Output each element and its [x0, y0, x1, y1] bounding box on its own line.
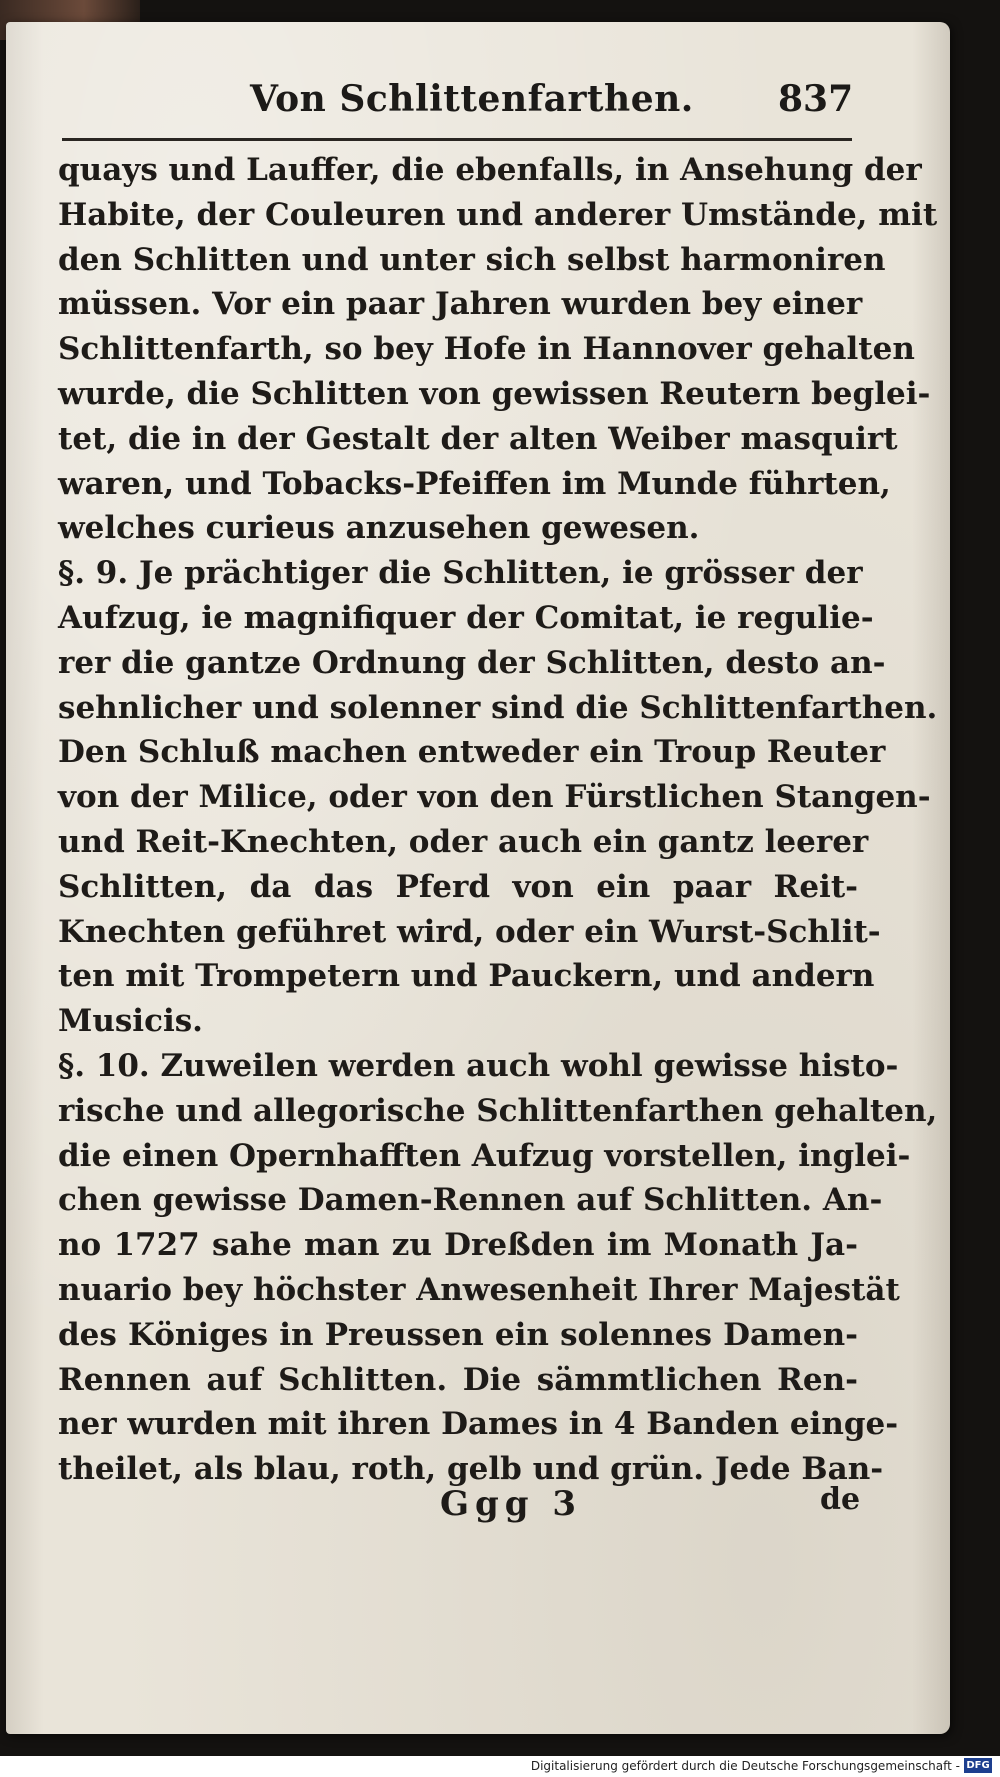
text-line: wurde, die Schlitten von gewissen Reutern beglei- — [58, 375, 931, 412]
text-line: Schlitten, da das Pferd von ein paar Reit- — [58, 868, 858, 905]
text-line: rer die gantze Ordnung der Schlitten, desto an- — [58, 644, 886, 681]
text-line: Aufzug, ie magnifiquer der Comitat, ie regulie- — [58, 599, 874, 636]
text-line: Schlittenfarth, so bey Hofe in Hannover gehalten — [58, 331, 915, 368]
text-line: §. 10. Zuweilen werden auch wohl gewisse histo- — [58, 1047, 899, 1084]
text-line: von der Milice, oder von den Fürstlichen Stangen- — [58, 779, 931, 816]
text-line: Musicis. — [58, 1003, 203, 1040]
text-line: Habite, der Couleuren und anderer Umstände, mit — [58, 196, 938, 233]
text-line: und Reit-Knechten, oder auch ein gantz leerer — [58, 823, 869, 860]
text-line: ten mit Trompetern und Pauckern, und andern — [58, 958, 875, 995]
body-text — [58, 148, 938, 1492]
text-line: no 1727 sahe man zu Dreßden im Monath Ja- — [58, 1227, 858, 1264]
header-rule — [62, 138, 852, 141]
text-line: tet, die in der Gestalt der alten Weiber masquirt — [58, 420, 898, 457]
text-line: Rennen auf Schlitten. Die sämmtlichen Ren- — [58, 1361, 858, 1398]
running-head: Von Schlittenfarthen. — [250, 78, 694, 120]
text-line: des Königes in Preussen ein solennes Damen- — [58, 1316, 858, 1353]
text-line: müssen. Vor ein paar Jahren wurden bey einer — [58, 286, 863, 323]
funding-credit: Digitalisierung gefördert durch die Deutsche Forschungsgemeinschaft - — [530, 1759, 960, 1773]
text-line: rische und allegorische Schlittenfarthen gehalten, — [58, 1092, 938, 1129]
text-line: Knechten geführet wird, oder ein Wurst-Schlit- — [58, 913, 881, 950]
text-line: §. 9. Je prächtiger die Schlitten, ie grösser der — [58, 555, 863, 592]
page-number: 837 — [778, 78, 854, 120]
text-line: quays und Lauffer, die ebenfalls, in Ansehung der — [58, 152, 922, 188]
dfg-logo[interactable]: DFG — [964, 1758, 992, 1773]
signature-mark: Ggg 3 — [440, 1484, 583, 1524]
text-line: welches curieus anzusehen gewesen. — [58, 510, 700, 547]
text-line: den Schlitten und unter sich selbst harmoniren — [58, 241, 886, 278]
text-line: ner wurden mit ihren Dames in 4 Banden einge- — [58, 1406, 899, 1443]
text-line: waren, und Tobacks-Pfeiffen im Munde führten, — [58, 465, 891, 502]
text-line: theilet, als blau, roth, gelb und grün. Jede Ban- — [58, 1451, 884, 1488]
catchword: de — [820, 1482, 861, 1517]
text-line: nuario bey höchster Anwesenheit Ihrer Majestät — [58, 1271, 900, 1308]
text-line: Den Schluß machen entweder ein Troup Reuter — [58, 734, 886, 771]
text-line: sehnlicher und solenner sind die Schlittenfarthen. — [58, 689, 938, 726]
text-line: chen gewisse Damen-Rennen auf Schlitten. An- — [58, 1182, 883, 1219]
text-line: die einen Opernhafften Aufzug vorstellen, inglei- — [58, 1137, 911, 1174]
